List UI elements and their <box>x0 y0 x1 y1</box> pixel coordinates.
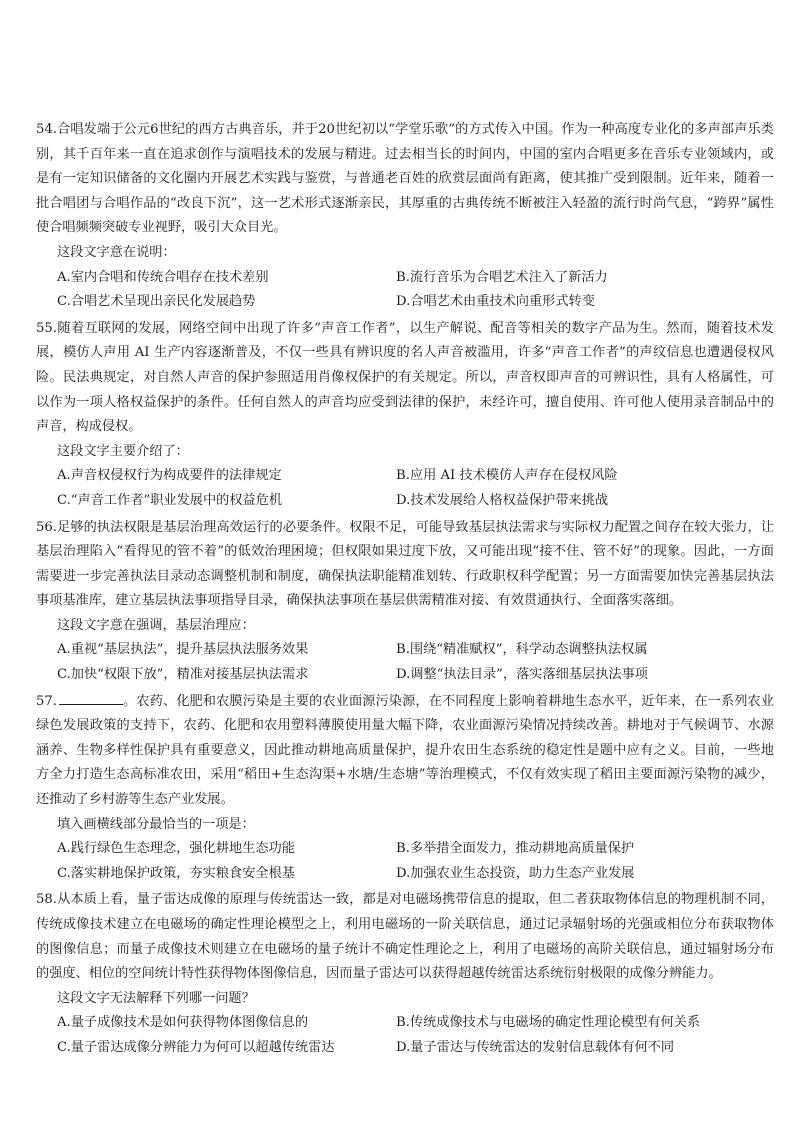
fill-in-blank[interactable] <box>59 692 123 705</box>
question-body: 合唱发端于公元6世纪的西方古典音乐，并于20世纪初以“学堂乐歌”的方式传入中国。作为一种高度专业化的多声部声乐类别，其千百年来一直在追求创作与演唱技术的发展与精进。过去相当长的时间内，中国的室内合唱更多在音乐专业领域内，或是有一定知识储备的文化圈内开展艺术实践与鉴赏，与普通老百姓的欣赏层面尚有距离，使其推广受到限制。近年来，随着一批合唱团与合唱作品的“改良下沉”，这一艺术形式逐渐亲民，其厚重的古典传统不断被注入轻盈的流行时尚气息，“跨界”属性使合唱频频突破专业视野，吸引大众目光。 <box>36 122 774 236</box>
option-d[interactable]: D.技术发展给人格权益保护带来挑战 <box>396 492 609 508</box>
option-c[interactable]: C.量子雷达成像分辨能力为何可以超越传统雷达 <box>57 1039 335 1055</box>
question-number: 57. <box>36 693 57 709</box>
option-b[interactable]: B.多举措全面发力，推动耕地高质量保护 <box>396 841 635 857</box>
question-prompt: 这段文字无法解释下列哪一问题？ <box>57 990 255 1006</box>
option-list <box>57 266 774 315</box>
question-text <box>36 118 774 241</box>
question-number: 58. <box>36 892 57 908</box>
option-b[interactable]: B.传统成像技术与电磁场的确定性理论模型有何关系 <box>396 1015 701 1031</box>
question-text <box>36 516 774 614</box>
question-prompt: 这段文字意在说明： <box>57 244 176 260</box>
option-a[interactable]: A.声音权侵权行为构成要件的法律规定 <box>57 468 282 484</box>
question-text <box>36 888 774 986</box>
question-55 <box>36 317 774 514</box>
question-54 <box>36 118 774 315</box>
question-number: 56. <box>36 519 57 535</box>
option-list <box>57 638 774 687</box>
option-d[interactable]: D.合唱艺术由重技术向重形式转变 <box>396 294 595 310</box>
question-body: 随着互联网的发展，网络空间中出现了许多“声音工作者”，以生产解说、配音等相关的数字产品为生。然而，随着技术发展，模仿人声用 AI 生产内容逐渐普及，不仅一些具有辨识度的名人声音被滥用，许多“声音工作者”的声纹信息也遭遇侵权风险。民法典规定，对自然人声音的保护参照适用肖像权保护的有关规定。所以，声音权即声音的可辨识性，具有人格属性，可以作为一项人格权益保护的条件。任何自然人的声音均应受到法律的保护，未经许可，擅自使用、许可他人使用录音制品中的声音，构成侵权。 <box>36 320 774 435</box>
option-d[interactable]: D.加强农业生态投资，助力生态产业发展 <box>396 865 635 881</box>
question-number: 54. <box>36 122 57 137</box>
question-prompt: 填入画横线部分最恰当的一项是： <box>57 816 255 832</box>
option-a[interactable]: A.室内合唱和传统合唱存在技术差别 <box>57 269 269 285</box>
option-c[interactable]: C.加快“权限下放”，精准对接基层执法需求 <box>57 667 309 683</box>
question-body: 足够的执法权限是基层治理高效运行的必要条件。权限不足，可能导致基层执法需求与实际权力配置之间存在较大张力，让基层治理陷入“看得见的管不着”的低效治理困境；但权限如果过度下放，又可能出现“接不住、管不好”的现象。因此，一方面需要进一步完善执法目录动态调整机制和制度，确保执法职能精准划转、行政职权科学配置；另一方面需要加快完善基层执法事项基准库，建立基层执法事项指导目录，确保执法事项在基层供需精准对接、有效贯通执行、全面落实落细。 <box>36 519 774 609</box>
question-number: 55. <box>36 320 57 336</box>
question-body: 从本质上看，量子雷达成像的原理与传统雷达一致，都是对电磁场携带信息的提取，但二者获取物体信息的物理机制不同，传统成像技术建立在电磁场的确定性理论模型之上，利用电磁场的一阶关联信息，通过记录辐射场的光强或相位分布获取物体的图像信息；而量子成像技术则建立在电磁场的量子统计不确定性理论之上，利用了电磁场的高阶关联信息，通过辐射场分布的强度、相位的空间统计特性获得物体图像信息，因而量子雷达可以获得超越传统雷达系统衍射极限的成像分辨能力。 <box>36 892 774 982</box>
question-56 <box>36 516 774 688</box>
question-prompt: 这段文字意在强调，基层治理应： <box>57 617 255 633</box>
question-text <box>36 690 774 813</box>
option-list <box>57 464 774 513</box>
option-d[interactable]: D.量子雷达与传统雷达的发射信息载体有何不同 <box>396 1039 675 1055</box>
question-body: 。农药、化肥和农膜污染是主要的农业面源污染源，在不同程度上影响着耕地生态水平，近年来，在一系列农业绿色发展政策的支持下，农药、化肥和农用塑料薄膜使用量大幅下降，农业面源污染情况持续改善。耕地对于气候调节、水源涵养、生物多样性保护具有重要意义，因此推动耕地高质量保护，提升农田生态系统的稳定性是题中应有之义。目前，一些地方全力打造生态高标准农田，采用“稻田+生态沟渠+水塘/生态塘”等治理模式，不仅有效实现了稻田主要面源污染物的减少，还推动了乡村游等生态产业发展。 <box>36 693 774 808</box>
option-a[interactable]: A.重视“基层执法”，提升基层执法服务效果 <box>57 642 309 658</box>
option-list <box>57 837 774 886</box>
question-58 <box>36 888 774 1060</box>
option-a[interactable]: A.量子成像技术是如何获得物体图像信息的 <box>57 1015 309 1031</box>
option-b[interactable]: B.流行音乐为合唱艺术注入了新活力 <box>396 269 608 285</box>
option-b[interactable]: B.应用 AI 技术模仿人声存在侵权风险 <box>396 468 618 484</box>
option-c[interactable]: C.“声音工作者”职业发展中的权益危机 <box>57 492 283 508</box>
option-d[interactable]: D.调整“执法目录”，落实落细基层执法事项 <box>396 667 648 683</box>
exam-page <box>36 118 774 1061</box>
option-c[interactable]: C.落实耕地保护政策，夯实粮食安全根基 <box>57 865 295 881</box>
option-b[interactable]: B.围绕“精准赋权”，科学动态调整执法权属 <box>396 642 648 658</box>
question-text <box>36 317 774 440</box>
option-c[interactable]: C.合唱艺术呈现出亲民化发展趋势 <box>57 294 256 310</box>
question-57 <box>36 690 774 887</box>
option-list <box>57 1011 774 1060</box>
option-a[interactable]: A.践行绿色生态理念，强化耕地生态功能 <box>57 841 295 857</box>
question-prompt: 这段文字主要介绍了： <box>57 443 189 459</box>
